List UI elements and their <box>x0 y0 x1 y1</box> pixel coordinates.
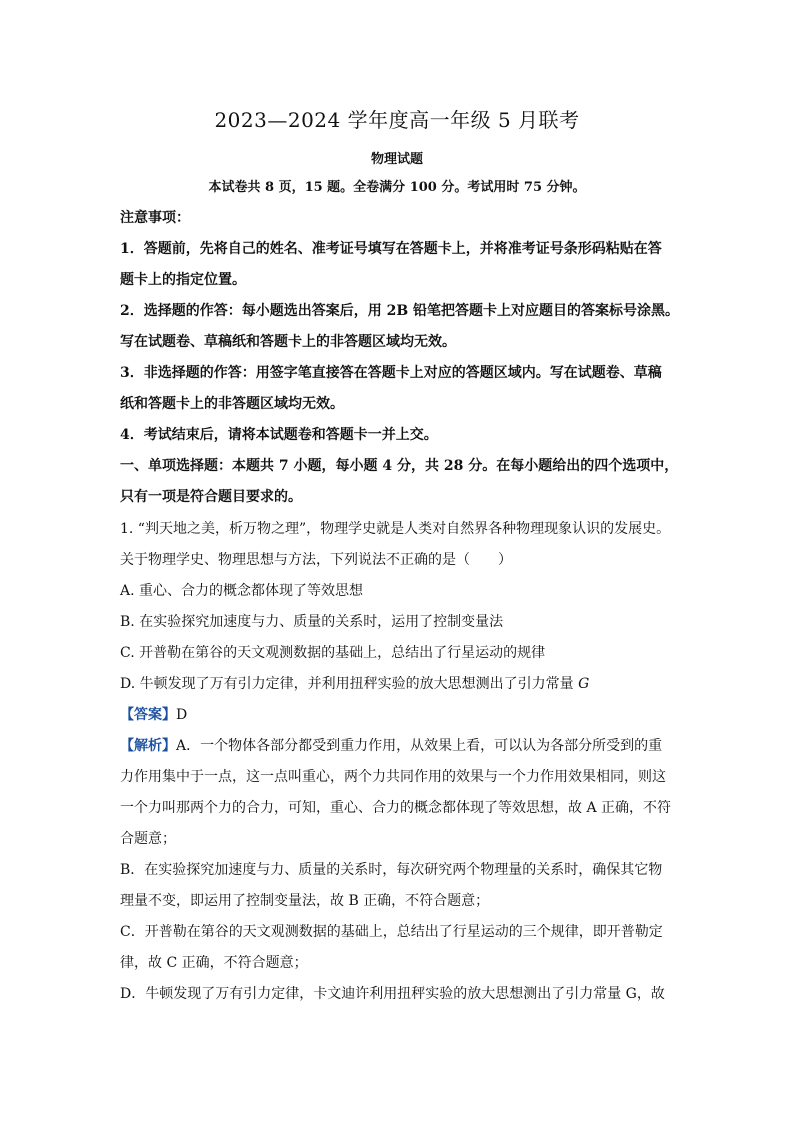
note-3-line-2: 纸和答题卡上的非答题区域均无效。 <box>120 396 344 412</box>
analysis-line-2: 力作用集中于一点，这一点叫重心，两个力共同作用的效果与一个力作用效果相同，则这 <box>120 769 666 785</box>
analysis-line-1 <box>120 736 680 756</box>
note-1-line-1: 1．答题前，先将自己的姓名、准考证号填写在答题卡上，并将准考证号条形码粘贴在答 <box>120 241 662 257</box>
analysis-line-3: 一个力叫那两个力的合力，可知，重心、合力的概念都体现了等效思想，故 A 正确，不符 <box>120 800 672 816</box>
note-2-line-2: 写在试题卷、草稿纸和答题卡上的非答题区域均无效。 <box>120 334 456 350</box>
question-1-option-a: A. 重心、合力的概念都体现了等效思想 <box>120 583 364 599</box>
section-1-line-2: 只有一项是符合题目要求的。 <box>120 489 302 505</box>
exam-subject: 物理试题 <box>370 152 423 167</box>
answer-value: D <box>176 707 188 723</box>
analysis-line-5: B．在实验探究加速度与力、质量的关系时，每次研究两个物理量的关系时，确保其它物 <box>120 862 663 878</box>
option-d-text: D. 牛顿发现了万有引力定律，并利用扭秤实验的放大思想测出了引力常量 <box>120 676 579 692</box>
question-1-stem-line-2: 关于物理学史、物理思想与方法，下列说法不正确的是（ ） <box>120 552 512 568</box>
analysis-line-4: 合题意； <box>120 831 176 847</box>
note-2-line-1: 2．选择题的作答：每小题选出答案后，用 2B 铅笔把答题卡上对应题目的答案标号涂黑。 <box>120 303 680 319</box>
answer-line <box>120 705 680 725</box>
exam-info: 本试卷共 8 页，15 题。全卷满分 100 分。考试用时 75 分钟。 <box>208 180 586 195</box>
note-4-line-1: 4．考试结束后，请将本试题卷和答题卡一并上交。 <box>120 427 438 443</box>
answer-tag: 【答案】 <box>120 707 176 723</box>
gravitational-constant-symbol: G <box>578 676 590 692</box>
question-1-option-b: B. 在实验探究加速度与力、质量的关系时，运用了控制变量法 <box>120 614 504 630</box>
analysis-line-7: C．开普勒在第谷的天文观测数据的基础上，总结出了行星运动的三个规律，即开普勒定 <box>120 924 663 940</box>
analysis-line-6: 理量不变，即运用了控制变量法，故 B 正确，不符合题意； <box>120 893 490 909</box>
note-3-line-1: 3．非选择题的作答：用签字笔直接答在答题卡上对应的答题区域内。写在试题卷、草稿 <box>120 365 662 381</box>
exam-title: 2023—2024 学年度高一年级 5 月联考 <box>214 108 580 132</box>
analysis-line-1-text: A．一个物体各部分都受到重力作用，从效果上看，可以认为各部分所受到的重 <box>176 738 663 754</box>
analysis-line-9: D．牛顿发现了万有引力定律，卡文迪许利用扭秤实验的放大思想测出了引力常量 G，故 <box>120 986 665 1002</box>
question-1-option-d <box>120 674 680 694</box>
section-1-line-1: 一、单项选择题：本题共 7 小题，每小题 4 分，共 28 分。在每小题给出的四个选项中， <box>120 458 679 474</box>
notes-heading: 注意事项： <box>120 210 190 226</box>
note-1-line-2: 题卡上的指定位置。 <box>120 272 246 288</box>
question-1-stem-line-1: 1. “判天地之美，析万物之理”，物理学史就是人类对自然界各种物理现象认识的发展史。 <box>120 521 671 537</box>
question-1-option-c: C. 开普勒在第谷的天文观测数据的基础上，总结出了行星运动的规律 <box>120 645 546 661</box>
analysis-tag: 【解析】 <box>120 738 176 754</box>
analysis-line-8: 律，故 C 正确，不符合题意； <box>120 955 308 971</box>
